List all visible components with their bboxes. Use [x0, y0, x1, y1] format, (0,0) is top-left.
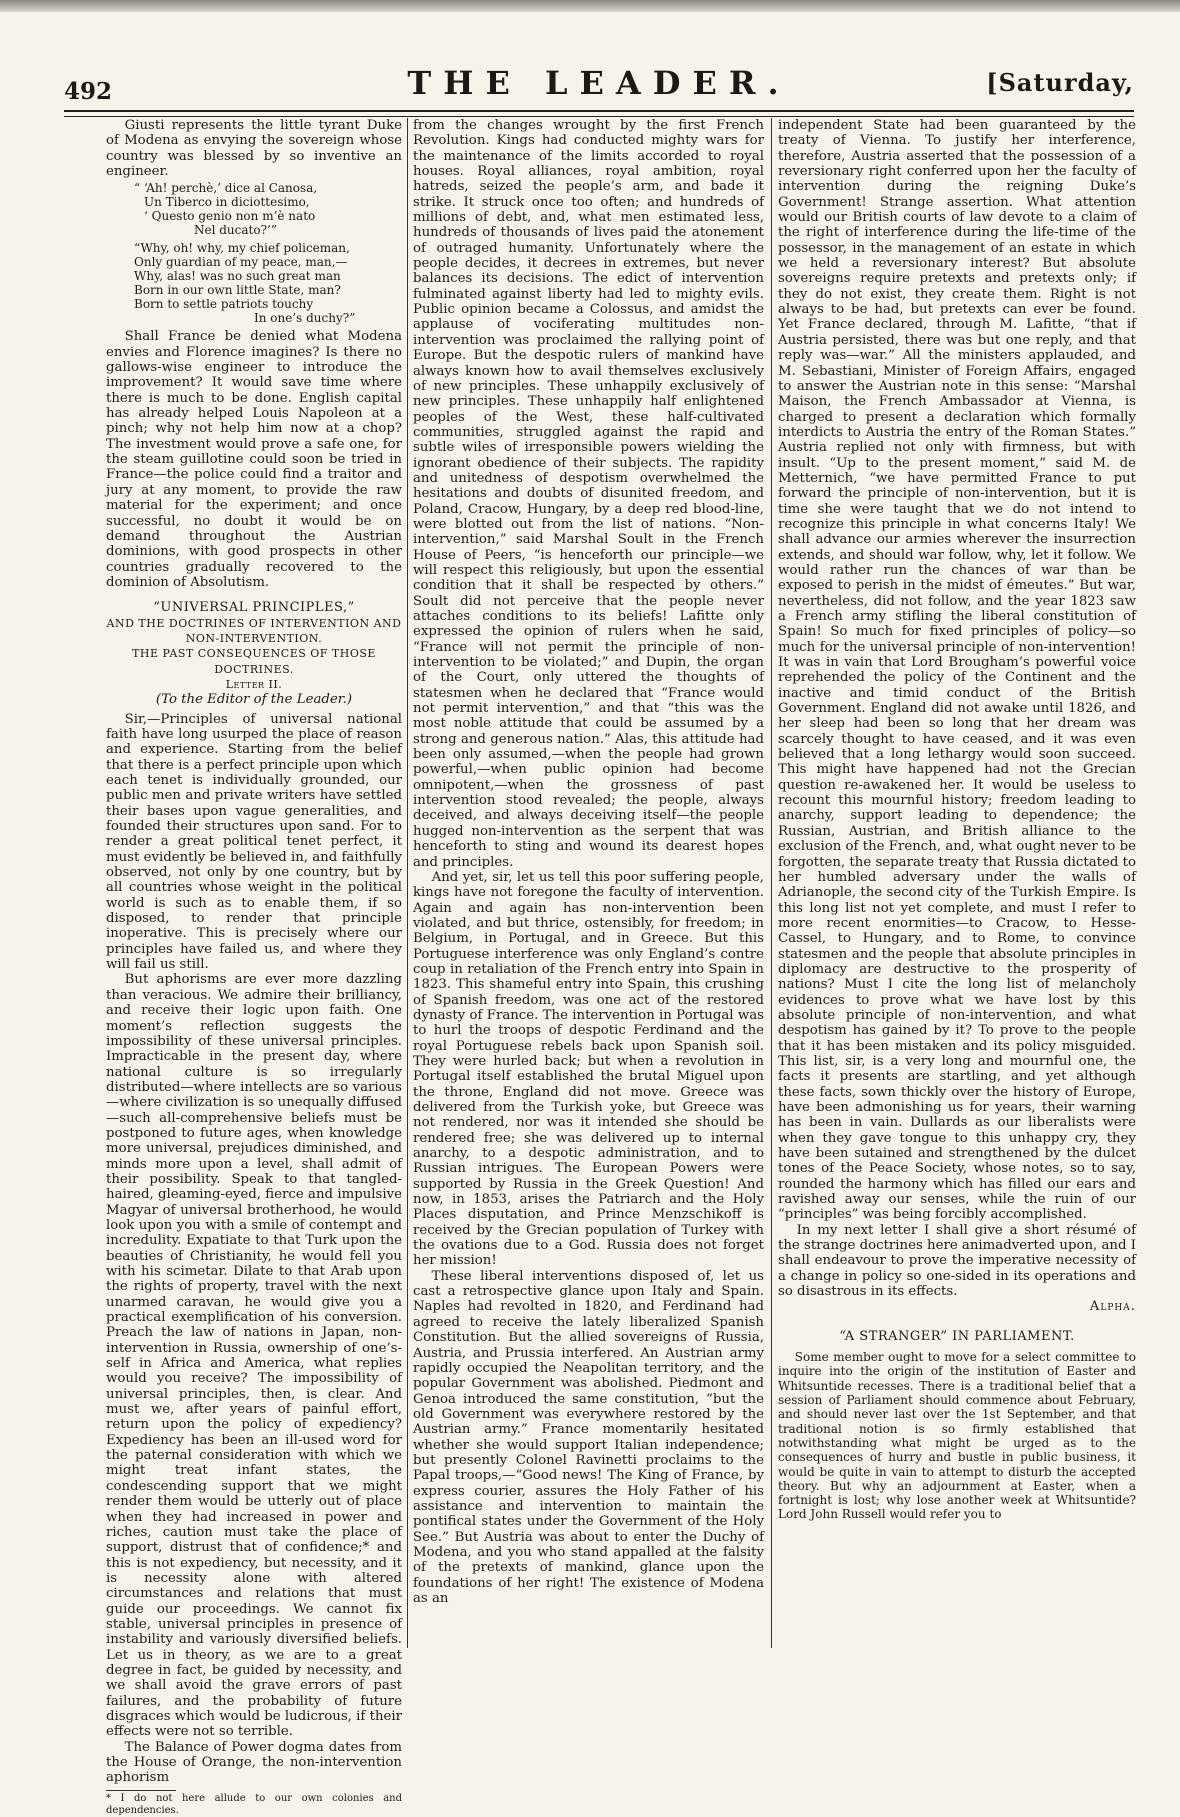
article-subtitle: AND THE DOCTRINES OF INTERVENTION AND NON-INTERVENTION. [106, 616, 402, 645]
column-divider-2 [771, 118, 772, 1648]
column-2 [413, 118, 764, 1653]
verse-line: Only guardian of my peace, man,— [134, 255, 348, 270]
paragraph: The Balance of Power dogma dates from the House of Orange, the non-intervention aphorism [106, 1739, 402, 1786]
column-1 [106, 118, 402, 1816]
article-title: “UNIVERSAL PRINCIPLES,” [153, 600, 355, 616]
paragraph: from the changes wrought by the first French Revolution. Kings had conducted mighty wars for the maintenance of the limits accorded to royal houses. Royal alliances, royal ambition, royal hatreds, seized the people’s arm, and bade it strike. It struck once too often; and hundreds of millions of debt, and, what men estimated less, hundreds of thousands of lives paid the atonement of outraged humanity. Unfortunately where the people decides, it decrees in extremes, but never balances its decisions. The edict of intervention fulminated against liberty had led to mighty evils. Public opinion became a Colossus, and amidst the applause of vociferating multitudes non-intervention was proclaimed the rallying point of Europe. But the despotic rulers of mankind have always known how to avail themselves exclusively of new principles. These unhappily exclusively of new principles. These unhappily half enlightened peoples of the West, these half-cultivated communities, struggled against the rapid and subtle wiles of irresponsible powers wielding the ignorant obedience of their subjects. The rapidity and unitedness of despotism overwhelmed the hesitations and doubts of disunited freedom, and Poland, Cracow, Hungary, by a deep red blood-line, were blotted out from the list of nations. “Non-intervention,” said Marshal Soult in the French House of Peers, “is henceforth our principle—we will respect this religiously, but upon the essential condition that it shall be respected by others.” Soult did not perceive that the people never attaches conditions to its beliefs! Lafitte only expressed the opinion of rulers when he said, “France will not permit the principle of non-intervention to be violated;” and Dupin, the organ of the Court, only uttered the thoughts of statesmen when he declared that “France would not permit intervention,” and that “this was the most noble attitude that could be assumed by a strong and generous nation.” Alas, this attitude had been only assumed,—when the people had grown powerful,—when public opinion had become omnipotent,—when the grossness of past intervention stood revealed; the people, always deceived, and always deceiving itself—the people hugged non-intervention as the serpent that was henceforth to sting and wound its dearest hopes and principles. [413, 118, 764, 870]
page-header [64, 60, 1134, 104]
paragraph: Some member ought to move for a select committee to inquire into the origin of the institution of Easter and Whitsuntide recesses. There is a traditional belief that a session of Parliament should commence about February, and should never last over the 1st September, and that traditional notion is so firmly established that notwithstanding what might be urged as to the consequences of hurry and bustle in public business, it would be quite in vain to attempt to disturb the accepted theory. But why an adjournment at Easter, when a fortnight is lost; why lose another week at Whitsuntide? Lord John Russell would refer you to [778, 1350, 1136, 1522]
verse-line: Un Tiberco in diciottesimo, [144, 195, 310, 210]
verse-line: Born to settle patriots touchy [134, 297, 314, 312]
paragraph: And yet, sir, let us tell this poor suffering people, kings have not foregone the faculty of intervention. Again and again has non-intervention been violated, and but thrice, ostensibly, for freedom; in Belgium, in Portugal, and in Greece. But this Portuguese interference was only England’s contre coup in retaliation of the French entry into Spain in 1823. This shameful entry into Spain, this crushing of Spanish freedom, was one act of the restored dynasty of France. The intervention in Portugal was to hurl the troops of despotic Ferdinand and the royal Portuguese rebels back upon Spanish soil. They were hurled back; but when a revolution in Portugal itself established the brutal Miguel upon the throne, England did not move. Greece was delivered from the Turkish yoke, but Greece was not rendered, nor was it intended she should be rendered free; she was delivered up to internal anarchy, to a despotic administration, and to Russian intrigues. The European Powers were supported by Russia in the Greek Question! And now, in 1853, arises the Patriarch and the Holy Places disputation, and Prince Menzschikoff is received by the Grecian population of Turkey with the ovations due to a God. Russia does not forget her mission! [413, 869, 764, 1269]
paragraph: Shall France be denied what Modena envies and Florence imagines? Is there no gallows-wise engineer to introduce the improvement? It would save time where there is much to be done. English capital has already helped Louis Napoleon at a pinch; why not help him now at a chop? The investment would prove a safe one, for the steam guillotine could soon be tried in France—the police could find a traitor and jury at any moment, to provide the raw material for the experiment; and once successful, no doubt it would be on demand throughout the Austrian dominions, with good prospects in other countries gradually recovered to the dominion of Absolutism. [106, 329, 402, 590]
footnote-rule [106, 1790, 176, 1791]
article-title: “A STRANGER” IN PARLIAMENT. [839, 1328, 1075, 1344]
verse-line: “Why, oh! why, my chief policeman, [134, 241, 350, 256]
top-edge [0, 0, 1180, 12]
header-rule [64, 110, 1134, 117]
article-subtitle: THE PAST CONSEQUENCES OF THOSE DOCTRINES. [132, 647, 376, 676]
verse-line: Born in our own little State, man? [134, 283, 341, 298]
italian-verse [106, 181, 402, 237]
newspaper-title: THE LEADER. [407, 64, 791, 102]
column-3 [778, 118, 1136, 1653]
english-verse [106, 241, 402, 325]
verse-line: Why, alas! was no such great man [134, 269, 341, 284]
addressee: (To the Editor of the Leader.) [155, 692, 353, 708]
letter-number: Letter II. [225, 677, 283, 691]
paragraph: These liberal interventions disposed of, let us cast a retrospective glance upon Italy and Spain. Naples had revolted in 1820, and Ferdinand had agreed to receive the lately liberalized Spanish Constitution. But the allied sovereigns of Russia, Austria, and Prussia interfered. An Austrian army rapidly occupied the Neapolitan territory, and the popular Government was abolished. Piedmont and Genoa introduced the same constitution, “but the old Government was everywhere restored by the Austrian army.” France momentarily hesitated whether she would support Italian independence; but presently Colonel Ravinetti proclaims to the Papal troops,—“Good news! The King of France, by express courier, assures the Holy Father of his assistance and intervention to maintain the pontifical states under the Government of the Holy See.” But Austria was about to enter the Duchy of Modena, and you who stand appalled at the falsity of the pretexts of mankind, glance upon the foundations of her right! The existence of Modena as an [413, 1268, 764, 1606]
issue-day: [Saturday, [986, 68, 1134, 97]
page-number: 492 [64, 78, 113, 105]
paragraph: Giusti represents the little tyrant Duke of Modena as envying the sovereign whose country was blessed by so inventive an engineer. [106, 118, 402, 180]
column-divider-1 [407, 118, 408, 1648]
verse-line: ‘ Questo genio non m’è nato [144, 209, 316, 224]
verse-line: In one’s duchy?” [254, 311, 356, 326]
verse-line: “ ‘Ah! perchè,’ dice al Canosa, [134, 181, 318, 196]
paragraph: But aphorisms are ever more dazzling than veracious. We admire their brilliancy, and receive their logic upon faith. One moment’s reflection suggests the impossibility of these universal principles. Impracticable in the present day, where national culture is so irregularly distributed—where intellects are so various—where civilization is so unequally diffused—such all-comprehensive beliefs must be postponed to future ages, when knowledge more universal, prejudices diminished, and minds more upon a level, shall admit of their possibility. Speak to that tangled-haired, gleaming-eyed, fierce and impulsive Magyar of universal brotherhood, he would look upon you with a smile of contempt and incredulity. Expatiate to that Turk upon the beauties of Christianity, he would fell you with his scimetar. Dilate to that Arab upon the rights of property, travel with the next unarmed caravan, he would give you a practical exemplification of his conversion. Preach the law of nations in Japan, non-intervention in Russia, ownership of one’s-self in Africa and America, what replies would you receive? The impossibility of universal principles, then, is clear. And must we, after years of painful effort, return upon the policy of expediency? Expediency has been an ill-used word for the paternal consideration with which we might treat infant states, the condescending support that we might render them would be utterly out of place when they had increased in power and riches, caution must take the place of support, distrust that of confidence;* and this is not expediency, but necessity, and it is necessity alone with altered circumstances and relations that must guide our proceedings. We cannot fix stable, universal principles in presence of instability and variously diversified beliefs. Let us in theory, as we are to a great degree in fact, be guided by necessity, and we shall avoid the grave errors of past failures, and the probability of future disgraces which would be ludicrous, if their effects were not so terrible. [106, 972, 402, 1740]
footnote: * I do not here allude to our own colonies and dependencies. [106, 1792, 402, 1816]
paragraph: independent State had been guaranteed by the treaty of Vienna. To justify her interference, therefore, Austria asserted that the possession of a reversionary right conferred upon her the faculty of intervention during the reigning Duke’s Government! Strange assertion. What attention would our British courts of law devote to a claim of the right of interference during the life-time of the possessor, in the management of an estate in which we held a reversionary interest? But absolute sovereigns require pretexts and pretexts only; if they do not exist, they create them. Right is not always to be had, but pretexts can ever be found. Yet France declared, through M. Lafitte, “that if Austria persisted, there was but one reply, and that reply was—war.” All the ministers applauded, and M. Sebastiani, Minister of Foreign Affairs, engaged to answer the Austrian note in this sense: “Marshal Maison, the French Ambassador at Vienna, is charged to present a declaration which formally interdicts to Austria the entry of the Roman States.” Austria replied not only with firmness, but with insult. “Up to the present moment,” said M. de Metternich, “we have permitted France to put forward the principle of non-intervention, but it is time she were taught that we do not intend to recognize this principle in what concerns Italy! We shall advance our armies wherever the insurrection extends, and should war follow, why, let it follow. We would rather run the chances of war than be exposed to perish in the midst of émeutes.” But war, nevertheless, did not follow, and the year 1823 saw a French army stifling the liberal constitution of Spain! So much for fixed principles of policy—so much for the universal principle of non-intervention! It was in vain that Lord Brougham’s powerful voice reprehended the policy of the Continent and the inactive and timid conduct of the British Government. England did not awake until 1826, and her sleep had been so long that her dream was scarcely thought to have ceased, and it was even believed that a long lethargy would soon succeed. This might have happened had not the Grecian question re-awakened her. It would be useless to recount this mournful history; freedom leading to anarchy, support leading to dependence; the Russian, Austrian, and British alliance to the exclusion of the French, and, what ought never to be forgotten, the separate treaty that Russia dictated to her humbled adversary under the walls of Adrianople, the second city of the Turkish Empire. Is this long list not yet complete, and must I refer to more recent enormities—to Cracow, to Hesse-Cassel, to Hungary, and to Rome, to convince statesmen and the people that absolute principles in diplomacy are destructive to the prosperity of nations? Must I cite the long list of melancholy evidences to prove what we have lost by this absolute principle of non-intervention, and what despotism has gained by it? To prove to the people that it has been mistaken and its policy misguided. This list, sir, is a very long and mournful one, the facts it presents are startling, and yet although these facts, sown thickly over the history of Europe, have been admonishing us for years, their warning has been in vain. Dullards as our liberalists were when they gave tongue to this unhappy cry, they have been sutained and strengthened by the dulcet tones of the Peace Society, whose notes, so to say, rounded the harmony which has filled our ears and ravished away our senses, while the ruin of our “principles” was being forcibly accomplished. [778, 118, 1136, 1223]
paragraph: In my next letter I shall give a short résumé of the strange doctrines here animadverted upon, and I shall endeavour to prove the imperative necessity of a change in policy so one-sided in its operations and so disastrous in its effects. [778, 1222, 1136, 1300]
paragraph: Sir,—Principles of universal national faith have long usurped the place of reason and experience. Starting from the belief that there is a perfect principle upon which each tenet is individually grounded, our public men and private writers have settled their bases upon vague generalities, and founded their structures upon sand. For to render a great political tenet perfect, it must evidently be believed in, and faithfully observed, not only by one country, but by all countries whose weight in the political world is such as to enable them, if so disposed, to render that principle inoperative. This is precisely where our principles have failed us, and where they will fail us still. [106, 711, 402, 973]
signature: Alpha. [1089, 1299, 1136, 1315]
verse-line: Nel ducato?’” [194, 223, 277, 238]
